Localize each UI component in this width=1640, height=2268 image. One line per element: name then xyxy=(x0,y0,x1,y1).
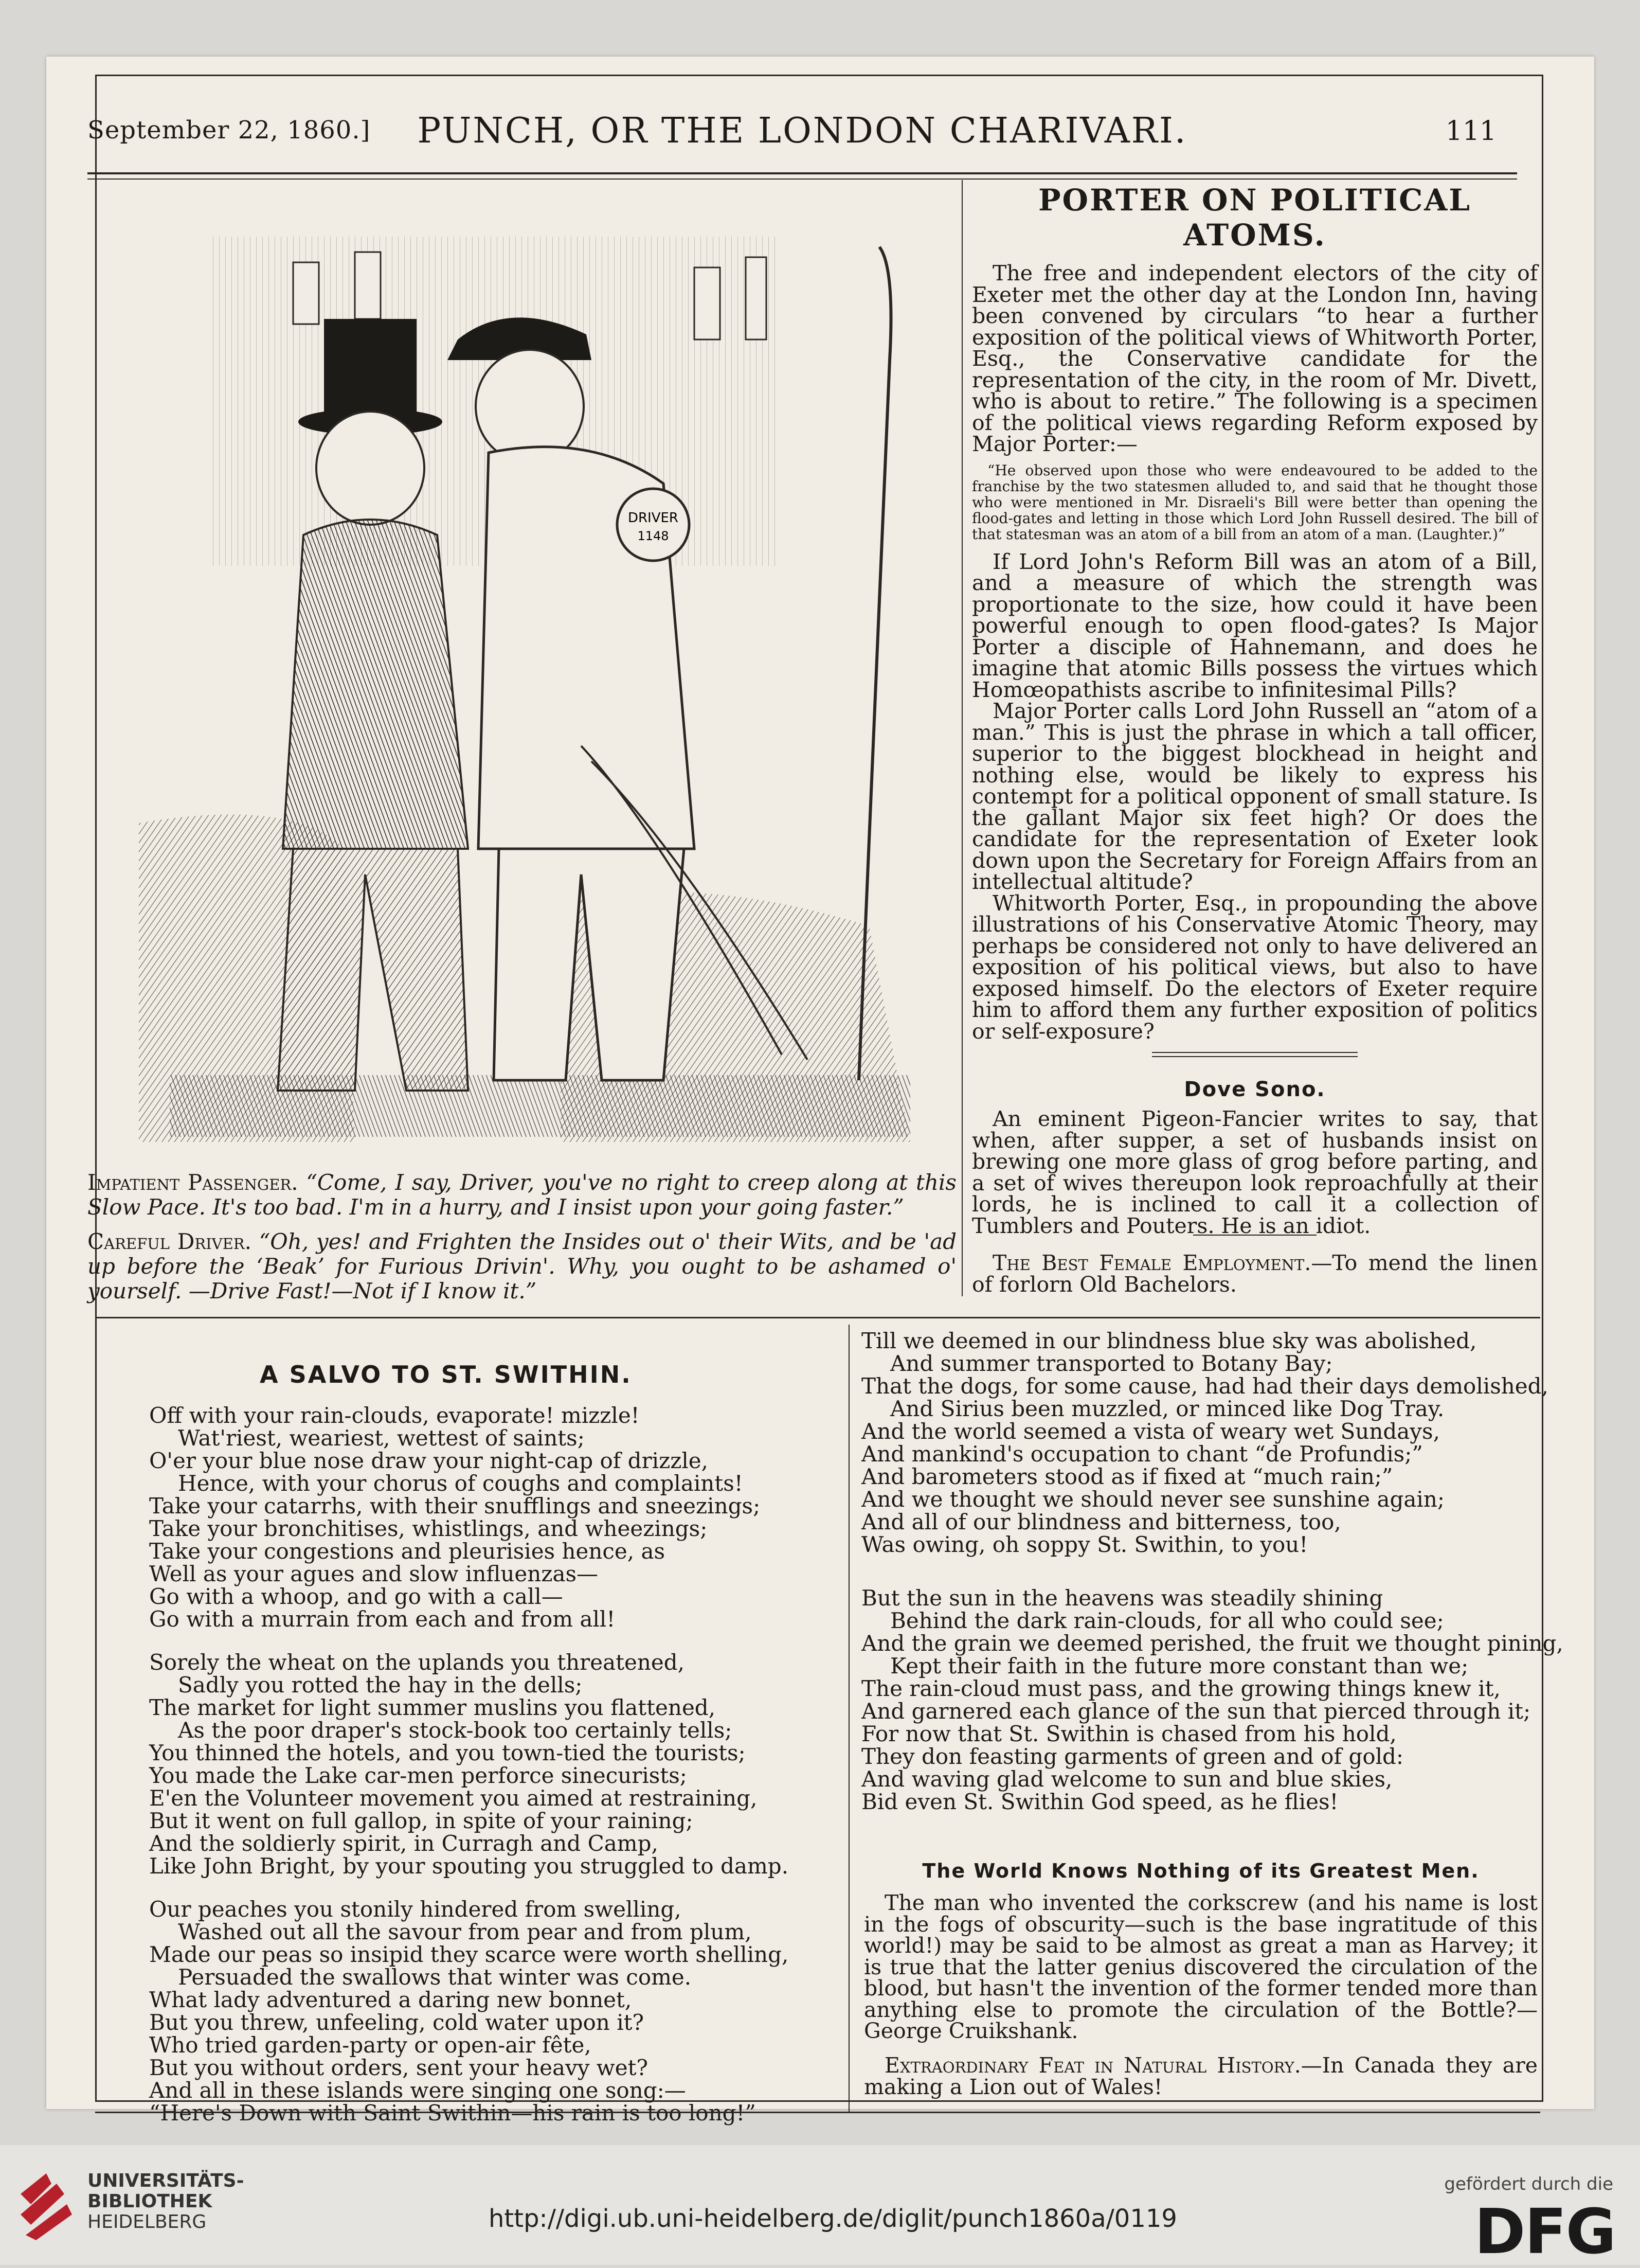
salvo-stanza-4 xyxy=(861,1330,1548,1556)
poem-line: Washed out all the savour from pear and from plum, xyxy=(178,1919,752,1944)
poem-line: Persuaded the swallows that winter was come. xyxy=(178,1965,692,1990)
dove-title: Dove Sono. xyxy=(1184,1078,1326,1101)
female-lead: The Best Female Employment. xyxy=(993,1251,1311,1275)
poem-line: And all in these islands were singing one song:— xyxy=(149,2078,686,2103)
page-header xyxy=(87,105,1517,167)
badge-number: 1148 xyxy=(637,529,669,543)
university-library-logo-icon xyxy=(15,2163,77,2240)
header-rule xyxy=(87,172,1517,180)
library-line-3: HEIDELBERG xyxy=(87,2211,207,2233)
article-dove-sono xyxy=(972,1078,1538,1237)
poem-line: And Sirius been muzzled, or minced like Dog Tray. xyxy=(890,1396,1445,1421)
poem-line: And all of our blindness and bitterness, too, xyxy=(861,1509,1341,1534)
poem-line: And the grain we deemed perished, the fruit we thought pining, xyxy=(861,1631,1563,1656)
poem-line: Behind the dark rain-clouds, for all who could see; xyxy=(890,1608,1444,1633)
poem-line: The rain-cloud must pass, and the growing things knew it, xyxy=(861,1676,1501,1701)
poem-line: Take your catarrhs, with their snufflings and sneezings; xyxy=(149,1493,761,1519)
article-extraordinary-feat xyxy=(864,2055,1538,2098)
poem-line: Sorely the wheat on the uplands you threatened, xyxy=(149,1650,685,1675)
porter-end-rule xyxy=(1152,1052,1358,1057)
porter-quote: “He observed upon those who were endeavoured to be added to the franchise by the two statesmen alluded to, and said that he thought those who were mentioned in Mr. Disraeli's Bill were better than opening the flood-gates and letting in those which Lord John Russell desired. The bill of that statesman was an atom of a bill from an atom of a man. (Laughter.)” xyxy=(972,461,1538,543)
salvo-stanza-2 xyxy=(149,1651,788,1878)
dove-text: An eminent Pigeon-Fancier writes to say, that when, after supper, a set of husbands insist on brewing one more glass of grog before parting, and a set of wives thereupon look reproachfully at their lords, he is inclined to call it a collection of Tumblers and Pouters. He is an idiot. xyxy=(972,1106,1538,1238)
poem-line: Kept their faith in the future more constant than we; xyxy=(890,1653,1469,1678)
poem-line: Off with your rain-clouds, evaporate! mizzle! xyxy=(149,1403,640,1428)
article-best-female-employment xyxy=(972,1253,1538,1295)
poem-line: As the poor draper's stock-book too certainly tells; xyxy=(178,1718,732,1743)
library-name xyxy=(87,2171,244,2233)
poem-line: And we thought we should never see sunshine again; xyxy=(861,1487,1445,1512)
porter-title: PORTER ON POLITICAL ATOMS. xyxy=(1038,183,1472,253)
poem-line: E'en the Volunteer movement you aimed at restraining, xyxy=(149,1785,758,1811)
poem-line: But you threw, unfeeling, cold water upon it? xyxy=(149,2010,644,2035)
poem-line: And the world seemed a vista of weary wet Sundays, xyxy=(861,1419,1440,1444)
poem-line: And barometers stood as if fixed at “much rain;” xyxy=(861,1464,1393,1489)
poem-line: “Here's Down with Saint Swithin—his rain is too long!” xyxy=(149,2100,756,2126)
poem-line: Like John Bright, by your spouting you struggled to damp. xyxy=(149,1853,789,1879)
article-porter xyxy=(972,183,1538,1042)
poem-line: Our peaches you stonily hindered from swelling, xyxy=(149,1897,681,1922)
porter-paragraph-2: If Lord John's Reform Bill was an atom of a Bill, and a measure of which the strength was proportionate to the size, how could it have been powerful enough to open flood-gates? Is Major Porter a disciple of Hahnemann, and does he imagine that atomic Bills possess the virtues which Homœopathists ascribe to infinitesimal Pills? xyxy=(972,549,1538,702)
poem-line: Take your congestions and pleurisies hence, as xyxy=(149,1539,665,1564)
dove-end-rule xyxy=(1193,1235,1317,1236)
extra-lead: Extraordinary Feat in Natural History. xyxy=(885,2053,1301,2078)
poem-line: Go with a whoop, and go with a call— xyxy=(149,1584,563,1609)
porter-paragraph-4: Whitworth Porter, Esq., in propounding the above illustrations of his Conservative Atomic Theory, may perhaps be considered not only to have delivered an exposition of his political views, but also to have exposed himself. Do the electors of Exeter require him to afford them any further exposition of politics or self-exposure? xyxy=(972,890,1538,1044)
poem-line: But it went on full gallop, in spite of your raining; xyxy=(149,1808,693,1833)
poem-line: Who tried garden-party or open-air fête, xyxy=(149,2032,591,2058)
world-title: The World Knows Nothing of its Greatest Men. xyxy=(922,1860,1480,1882)
porter-paragraph-1: The free and independent electors of the city of Exeter met the other day at the London Inn, having been convened by circulars “to hear a further exposition of the political views of Whitworth Porter, Esq., the Conservative candidate for the representation of the city, in the room of Mr. Divett, who is about to retire.” The following is a specimen of the political views regarding Reform exposed by Major Porter:— xyxy=(972,261,1538,456)
caption-passenger xyxy=(87,1170,957,1220)
salvo-stanza-5 xyxy=(861,1587,1563,1813)
article-world-knows xyxy=(864,1860,1538,2042)
porter-paragraph-3: Major Porter calls Lord John Russell an “atom of a man.” This is just the phrase in which a tall officer, superior to the biggest blockhead in height and nothing else, would be likely to express his contempt for a political opponent of small stature. Is the gallant Major six feet high? Or does the candidate for the representation of Exeter look down upon the Secretary for Foreign Affairs from an intellectual altitude? xyxy=(972,699,1538,894)
poem-line: Go with a murrain from each and from all! xyxy=(149,1606,616,1632)
poem-line: And the soldierly spirit, in Curragh and Camp, xyxy=(149,1831,658,1856)
poem-line: The market for light summer muslins you flattened, xyxy=(149,1695,716,1720)
poem-line: Sadly you rotted the hay in the dells; xyxy=(178,1672,583,1698)
poem-line: Bid even St. Swithin God speed, as he flies! xyxy=(861,1789,1339,1814)
poem-line: And mankind's occupation to chant “de Profundis;” xyxy=(861,1441,1423,1467)
poem-line: Take your bronchitises, whistlings, and wheezings; xyxy=(149,1516,708,1541)
poem-line: That the dogs, for some cause, had had their days demolished, xyxy=(861,1373,1548,1399)
column-divider-bottom xyxy=(849,1325,850,2112)
poem-line: They don feasting garments of green and of gold: xyxy=(861,1744,1404,1769)
permalink-url[interactable]: http://digi.ub.uni-heidelberg.de/diglit/punch1860a/0119 xyxy=(489,2204,1177,2233)
column-divider-top xyxy=(962,180,963,1296)
caption-passenger-text: “Come, I say, Driver, you've no right to creep along at this Slow Pace. It's too bad. I'm in a hurry, and I insist upon your going faster.” xyxy=(87,1170,957,1220)
poem-line: Hence, with your chorus of coughs and complaints! xyxy=(178,1471,743,1496)
cartoon-illustration xyxy=(139,206,941,1147)
poem-line: And waving glad welcome to sun and blue skies, xyxy=(861,1766,1393,1792)
library-line-2: BIBLIOTHEK xyxy=(87,2191,212,2212)
header-page-number: 111 xyxy=(1445,116,1497,147)
viewer-footer xyxy=(0,2145,1640,2268)
newspaper-page xyxy=(46,57,1594,2126)
dfg-logo: DFG xyxy=(1474,2196,1615,2268)
female-text: —To mend the linen of forlorn Old Bachelors. xyxy=(972,1251,1538,1297)
poem-line: And summer transported to Botany Bay; xyxy=(890,1351,1333,1376)
poem-line: For now that St. Swithin is chased from his hold, xyxy=(861,1721,1397,1746)
header-date: September 22, 1860.] xyxy=(87,116,371,145)
poem-line: Was owing, oh soppy St. Swithin, to you! xyxy=(861,1532,1308,1557)
header-title: PUNCH, OR THE LONDON CHARIVARI. xyxy=(417,111,1187,151)
poem-line: But the sun in the heavens was steadily shining xyxy=(861,1585,1383,1611)
poem-line: O'er your blue nose draw your night-cap of drizzle, xyxy=(149,1448,708,1473)
poem-line: But you without orders, sent your heavy wet? xyxy=(149,2055,648,2080)
poem-line: You made the Lake car-men perforce sinecurists; xyxy=(149,1763,687,1788)
poem-line: What lady adventured a daring new bonnet, xyxy=(149,1987,632,2012)
poem-line: Till we deemed in our blindness blue sky was abolished, xyxy=(861,1328,1477,1353)
salvo-title: A SALVO TO ST. SWITHIN. xyxy=(260,1361,632,1388)
caption-passenger-lead: Impatient Passenger. xyxy=(87,1170,298,1195)
library-line-1: UNIVERSITÄTS- xyxy=(87,2170,244,2191)
caption-driver xyxy=(87,1229,957,1303)
poem-line: Made our peas so insipid they scarce were worth shelling, xyxy=(149,1942,789,1967)
caption-driver-text: “Oh, yes! and Frighten the Insides out o' their Wits, and be 'ad up before the ‘Beak’ for Furious Drivin'. Why, you ought to be ashamed o' yourself. —Drive Fast!—Not if I know it.” xyxy=(87,1229,957,1303)
caption-driver-lead: Careful Driver. xyxy=(87,1229,251,1254)
salvo-stanza-3 xyxy=(149,1898,788,2124)
funding-note: gefördert durch die xyxy=(1444,2174,1613,2194)
section-divider xyxy=(95,1317,1540,1318)
badge-text: DRIVER xyxy=(627,510,679,526)
page-bottom-rule xyxy=(95,2112,1540,2113)
world-text: The man who invented the corkscrew (and his name is lost in the fogs of obscurity—such is the base ingratitude of this world!) may be said to be almost as great a man as Harvey; it is true that the latter genius discovered the circulation of the blood, but hasn't the invention of the former tended more than anything else to promote the circulation of the Bottle?—George Cruikshank. xyxy=(864,1890,1538,2043)
poem-line: You thinned the hotels, and you town-tied the tourists; xyxy=(149,1740,746,1765)
poem-line: And garnered each glance of the sun that pierced through it; xyxy=(861,1699,1531,1724)
poem-line: Well as your agues and slow influenzas— xyxy=(149,1561,599,1586)
poem-line: Wat'riest, weariest, wettest of saints; xyxy=(178,1425,585,1451)
extra-text: —In Canada they are making a Lion out of Wales! xyxy=(864,2053,1538,2099)
salvo-stanza-1 xyxy=(149,1404,760,1631)
